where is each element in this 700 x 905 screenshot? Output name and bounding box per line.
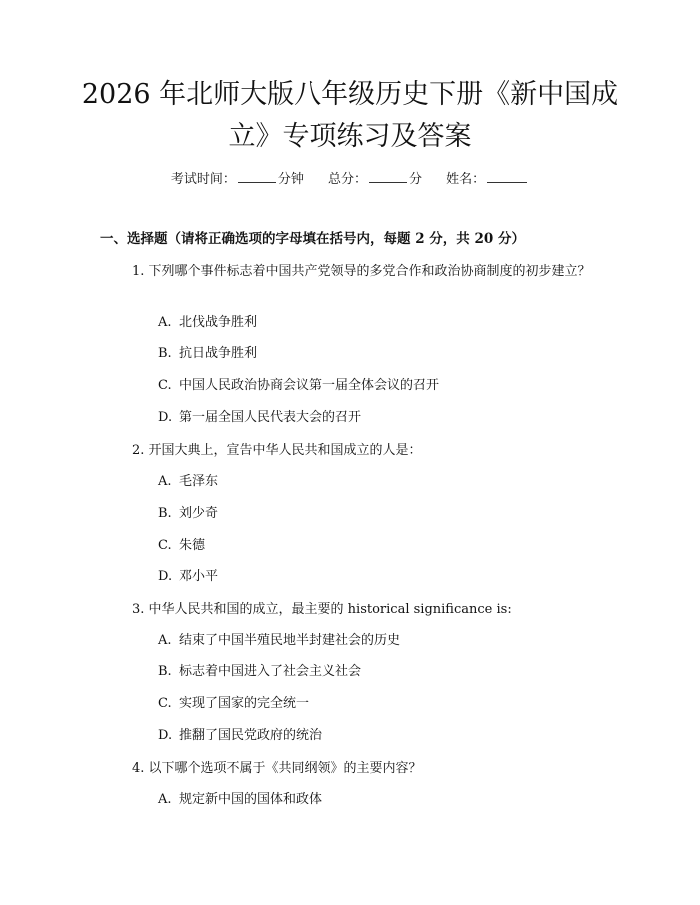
option-letter: B.	[158, 506, 172, 521]
section-heading-multiple-choice: 一、选择题（请将正确选项的字母填在括号内，每题 2 分，共 20 分）	[100, 231, 525, 247]
option-text: 第一届全国人民代表大会的召开	[179, 410, 362, 425]
option-letter: C.	[158, 378, 172, 393]
total-score-label: 总分：	[327, 172, 367, 187]
question-number: 3.	[132, 602, 145, 617]
option-letter: C.	[158, 538, 172, 553]
option-text: 标志着中国进入了社会主义社会	[179, 664, 362, 679]
question-2	[100, 439, 610, 462]
option-text: 刘少奇	[179, 506, 219, 521]
option-letter: D.	[158, 410, 173, 425]
question-1	[100, 260, 610, 283]
option-text: 结束了中国半殖民地半封建社会的历史	[179, 633, 401, 648]
option-letter: B.	[158, 346, 172, 361]
exam-time-blank	[238, 168, 276, 183]
question-4	[100, 757, 610, 780]
question-text: 开国大典上，宣告中华人民共和国成立的人是：	[148, 443, 422, 458]
question-3-option-b	[158, 662, 361, 682]
question-2-option-a	[158, 472, 218, 492]
option-text: 抗日战争胜利	[179, 346, 258, 361]
option-letter: D.	[158, 569, 173, 584]
exam-time-label: 考试时间：	[170, 172, 236, 187]
question-3-option-a	[158, 631, 400, 651]
total-score-unit: 分	[409, 172, 423, 187]
question-1-option-a	[158, 313, 257, 333]
option-letter: A.	[158, 792, 172, 807]
question-text: 下列哪个事件标志着中国共产党领导的多党合作和政治协商制度的初步建立？	[148, 264, 591, 279]
exam-time-field	[171, 168, 304, 190]
exam-time-unit: 分钟	[277, 172, 304, 187]
option-letter: A.	[158, 633, 172, 648]
option-text: 中国人民政治协商会议第一届全体会议的召开	[179, 378, 440, 393]
option-text: 推翻了国民党政府的统治	[179, 728, 323, 743]
question-number: 1.	[132, 264, 145, 279]
option-letter: C.	[158, 696, 172, 711]
question-4-option-a	[158, 790, 322, 810]
question-2-option-b	[158, 504, 218, 524]
option-text: 规定新中国的国体和政体	[179, 792, 323, 807]
option-text: 实现了国家的完全统一	[179, 696, 310, 711]
student-name-field	[446, 168, 529, 190]
student-name-label: 姓名：	[446, 172, 486, 187]
question-3-option-d	[158, 726, 322, 746]
question-number: 2.	[132, 443, 145, 458]
option-text: 毛泽东	[179, 474, 219, 489]
option-letter: A.	[158, 474, 172, 489]
question-1-option-d	[158, 408, 361, 428]
document-title	[70, 74, 630, 158]
question-2-option-d	[158, 567, 218, 587]
question-1-option-c	[158, 376, 439, 396]
question-2-option-c	[158, 536, 205, 556]
option-letter: A.	[158, 315, 172, 330]
option-text: 朱德	[179, 538, 206, 553]
option-text: 北伐战争胜利	[179, 315, 258, 330]
question-text: 中华人民共和国的成立，最主要的 historical significance is:	[148, 602, 512, 617]
question-3-option-c	[158, 694, 309, 714]
option-text: 邓小平	[179, 569, 219, 584]
question-number: 4.	[132, 761, 145, 776]
total-score-field	[328, 168, 422, 190]
option-letter: D.	[158, 728, 173, 743]
total-score-blank	[369, 168, 407, 183]
student-name-blank	[487, 168, 527, 183]
option-letter: B.	[158, 664, 172, 679]
exam-info-line	[0, 168, 700, 190]
title-line-2: 立》专项练习及答案	[228, 121, 472, 152]
title-line-1: 2026 年北师大版八年级历史下册《新中国成	[81, 79, 619, 110]
question-text: 以下哪个选项不属于《共同纲领》的主要内容？	[148, 761, 422, 776]
question-3	[100, 598, 610, 621]
question-1-option-b	[158, 344, 257, 364]
